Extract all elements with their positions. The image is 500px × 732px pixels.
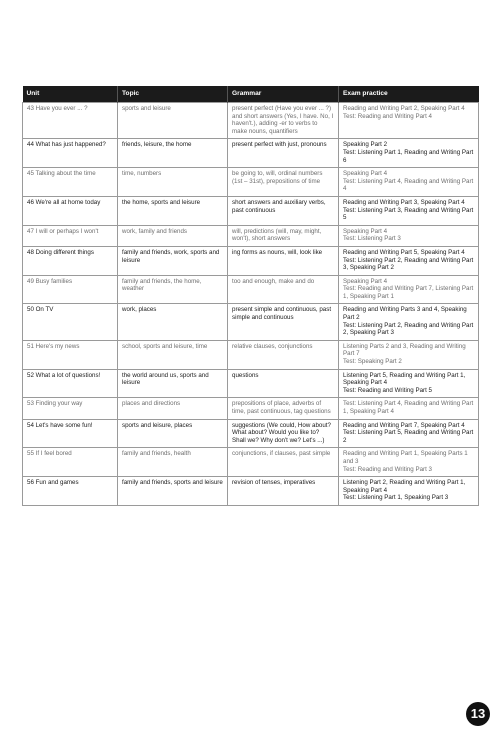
unit-cell: 44 What has just happened? <box>23 139 118 168</box>
exam-practice-cell <box>339 225 479 246</box>
grammar-cell: short answers and auxiliary verbs, past continuous <box>228 196 339 225</box>
grammar-cell: conjunctions, if clauses, past simple <box>228 448 339 477</box>
grammar-cell: present perfect with just, pronouns <box>228 139 339 168</box>
topic-cell: family and friends, sports and leisure <box>118 477 228 506</box>
exam-practice-line: Reading and Writing Part 2, Speaking Part 4 <box>343 105 465 112</box>
exam-practice-line: Test: Listening Part 4, Reading and Writing Part 1, Speaking Part 4 <box>343 400 474 415</box>
topic-cell: the home, sports and leisure <box>118 196 228 225</box>
exam-practice-line: Test: Listening Part 1, Reading and Writing Part 6 <box>343 148 474 164</box>
topic-cell: school, sports and leisure, time <box>118 340 228 369</box>
table-row <box>23 340 479 369</box>
grammar-cell: prepositions of place, adverbs of time, past continuous, tag questions <box>228 398 339 419</box>
header-grammar: Grammar <box>228 86 339 103</box>
exam-practice-cell <box>339 275 479 304</box>
unit-cell: 53 Finding your way <box>23 398 118 419</box>
contents-table <box>22 86 479 506</box>
grammar-cell: suggestions (We could, How about? What about? Would you like to? Shall we? Why don't we? Let's ...) <box>228 419 339 448</box>
header-row <box>23 86 479 103</box>
table-row <box>23 369 479 398</box>
unit-cell: 56 Fun and games <box>23 477 118 506</box>
exam-practice-line: Test: Listening Part 2, Reading and Writing Part 3, Speaking Part 2 <box>343 256 474 272</box>
table-row <box>23 275 479 304</box>
exam-practice-cell <box>339 168 479 197</box>
table-row <box>23 246 479 275</box>
exam-practice-line: Listening Parts 2 and 3, Reading and Writing Part 7 <box>343 342 466 358</box>
grammar-cell: ing forms as nouns, will, look like <box>228 246 339 275</box>
topic-cell: places and directions <box>118 398 228 419</box>
table-row <box>23 398 479 419</box>
exam-practice-cell <box>339 448 479 477</box>
exam-practice-cell <box>339 340 479 369</box>
topic-cell: work, family and friends <box>118 225 228 246</box>
exam-practice-line: Test: Reading and Writing Part 7, Listening Part 1, Speaking Part 1 <box>343 285 474 300</box>
table-row <box>23 477 479 506</box>
exam-practice-line: Speaking Part 4 <box>343 170 388 178</box>
unit-cell: 50 On TV <box>23 304 118 340</box>
exam-practice-line: Test: Listening Part 3, Reading and Writing Part 5 <box>343 206 474 222</box>
topic-cell: family and friends, the home, weather <box>118 275 228 304</box>
unit-cell: 43 Have you ever ... ? <box>23 103 118 139</box>
exam-practice-line: Reading and Writing Part 3, Speaking Part 4 <box>343 198 465 206</box>
exam-practice-line: Speaking Part 4 <box>343 277 388 285</box>
unit-cell: 47 I will or perhaps I won't <box>23 225 118 246</box>
table-row <box>23 103 479 139</box>
exam-practice-line: Test: Speaking Part 2 <box>343 358 402 366</box>
table-row <box>23 448 479 477</box>
exam-practice-cell <box>339 103 479 139</box>
grammar-cell: present perfect (Have you ever ... ?) and short answers (Yes, I have. No, I haven't.), adding -er to verbs to make nouns, quantifiers <box>228 103 339 139</box>
grammar-cell: questions <box>228 369 339 398</box>
topic-cell: time, numbers <box>118 168 228 197</box>
exam-practice-line: Reading and Writing Part 1, Speaking Parts 1 and 3 <box>343 450 468 465</box>
header-topic: Topic <box>118 86 228 103</box>
exam-practice-cell <box>339 398 479 419</box>
topic-cell: work, places <box>118 304 228 340</box>
table-row <box>23 196 479 225</box>
exam-practice-line: Speaking Part 4 <box>343 227 388 235</box>
exam-practice-cell <box>339 369 479 398</box>
topic-cell: the world around us, sports and leisure <box>118 369 228 398</box>
exam-practice-line: Reading and Writing Part 7, Speaking Part 4 <box>343 421 465 429</box>
exam-practice-line: Listening Part 5, Reading and Writing Part 1, Speaking Part 4 <box>343 371 466 387</box>
topic-cell: family and friends, health <box>118 448 228 477</box>
table-row <box>23 225 479 246</box>
exam-practice-cell <box>339 139 479 168</box>
grammar-cell: relative clauses, conjunctions <box>228 340 339 369</box>
exam-practice-line: Test: Reading and Writing Part 4 <box>343 112 432 120</box>
header-exam-practice: Exam practice <box>339 86 479 103</box>
exam-practice-line: Reading and Writing Part 5, Speaking Part 4 <box>343 248 465 256</box>
table-row <box>23 168 479 197</box>
exam-practice-line: Reading and Writing Parts 3 and 4, Speaking Part 2 <box>343 306 467 322</box>
exam-practice-line: Test: Listening Part 3 <box>343 235 401 243</box>
exam-practice-line: Speaking Part 2 <box>343 141 388 149</box>
unit-cell: 51 Here's my news <box>23 340 118 369</box>
exam-practice-line: Test: Listening Part 4, Reading and Writing Part 4 <box>343 177 474 193</box>
header-unit: Unit <box>23 86 118 103</box>
exam-practice-cell <box>339 304 479 340</box>
topic-cell: sports and leisure <box>118 103 228 139</box>
table-row <box>23 419 479 448</box>
exam-practice-cell <box>339 419 479 448</box>
exam-practice-cell <box>339 196 479 225</box>
unit-cell: 52 What a lot of questions! <box>23 369 118 398</box>
unit-cell: 48 Doing different things <box>23 246 118 275</box>
unit-cell: 54 Let's have some fun! <box>23 419 118 448</box>
exam-practice-line: Test: Listening Part 5, Reading and Writing Part 2 <box>343 429 474 444</box>
unit-cell: 55 If I feel bored <box>23 448 118 477</box>
unit-cell: 46 We're all at home today <box>23 196 118 225</box>
table-row <box>23 139 479 168</box>
grammar-cell: too and enough, make and do <box>228 275 339 304</box>
exam-practice-line: Test: Reading and Writing Part 5 <box>343 386 432 394</box>
unit-cell: 49 Busy families <box>23 275 118 304</box>
table-body <box>23 103 479 506</box>
topic-cell: friends, leisure, the home <box>118 139 228 168</box>
grammar-cell: revision of tenses, imperatives <box>228 477 339 506</box>
exam-practice-cell <box>339 477 479 506</box>
unit-cell: 45 Talking about the time <box>23 168 118 197</box>
page-number-badge: 13 <box>466 702 490 726</box>
grammar-cell: present simple and continuous, past simple and continuous <box>228 304 339 340</box>
exam-practice-line: Test: Reading and Writing Part 3 <box>343 465 432 473</box>
exam-practice-line: Test: Listening Part 2, Reading and Writing Part 2, Speaking Part 3 <box>343 321 474 337</box>
grammar-cell: be going to, will, ordinal numbers (1st – 31st), prepositions of time <box>228 168 339 197</box>
topic-cell: family and friends, work, sports and leisure <box>118 246 228 275</box>
topic-cell: sports and leisure, places <box>118 419 228 448</box>
grammar-cell: will, predictions (will, may, might, won't), short answers <box>228 225 339 246</box>
exam-practice-cell <box>339 246 479 275</box>
table-row <box>23 304 479 340</box>
exam-practice-line: Listening Part 2, Reading and Writing Part 1, Speaking Part 4 <box>343 479 466 494</box>
exam-practice-line: Test: Listening Part 1, Speaking Part 3 <box>343 494 449 502</box>
